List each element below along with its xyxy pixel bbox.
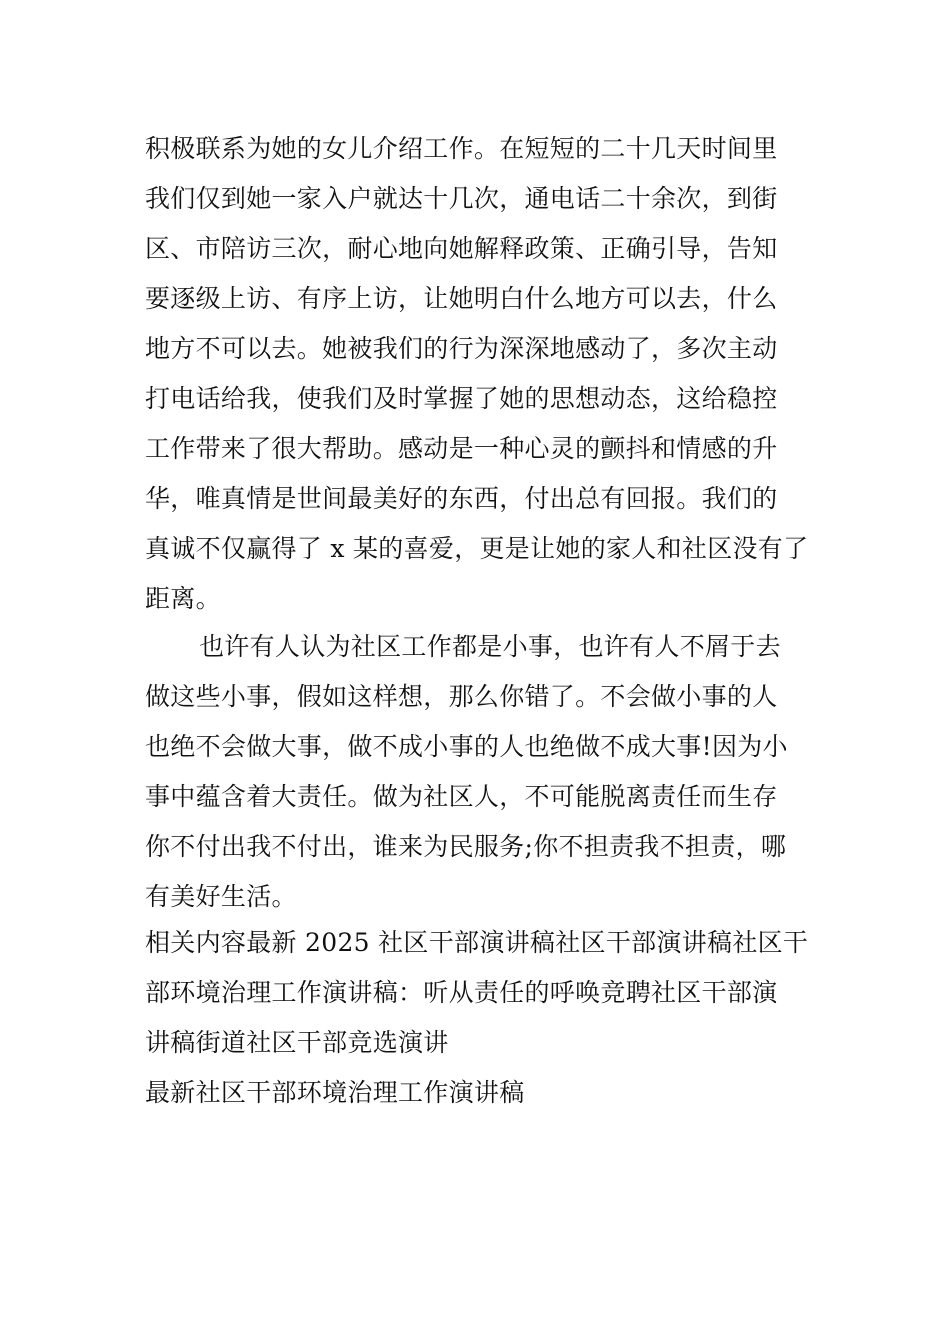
paragraph-line: 要逐级上访、有序上访，让她明白什么地方可以去，什么 (145, 284, 778, 313)
paragraph-line: 你不付出我不付出，谁来为民服务;你不担责我不担责，哪 (145, 832, 787, 861)
paragraph-line: 积极联系为她的女儿介绍工作。在短短的二十几天时间里 (145, 134, 778, 163)
paragraph-line: 工作带来了很大帮助。感动是一种心灵的颤抖和情感的升 (145, 434, 778, 463)
paragraph-line: 也绝不会做大事，做不成小事的人也绝做不成大事!因为小 (145, 732, 788, 761)
paragraph-line: 地方不可以去。她被我们的行为深深地感动了，多次主动 (145, 334, 778, 363)
paragraph-line: 有美好生活。 (145, 882, 297, 911)
paragraph-line: 事中蕴含着大责任。做为社区人，不可能脱离责任而生存 (145, 782, 778, 811)
body-paragraph-2 (145, 622, 810, 922)
footer-title-text: 最新社区干部环境治理工作演讲稿 (145, 1078, 525, 1107)
paragraph-line: 也许有人认为社区工作都是小事，也许有人不屑于去 (199, 632, 781, 661)
related-line: 讲稿街道社区干部竞选演讲 (145, 1028, 449, 1057)
paragraph-line: 华，唯真情是世间最美好的东西，付出总有回报。我们的 (145, 484, 778, 513)
footer-title (145, 1068, 810, 1118)
paragraph-line: 打电话给我，使我们及时掌握了她的思想动态，这给稳控 (145, 384, 778, 413)
related-line: 部环境治理工作演讲稿：听从责任的呼唤竞聘社区干部演 (145, 978, 778, 1007)
paragraph-line: 区、市陪访三次，耐心地向她解释政策、正确引导，告知 (145, 234, 778, 263)
paragraph-line: 我们仅到她一家入户就达十几次，通电话二十余次，到街 (145, 184, 778, 213)
related-line: 相关内容最新 2025 社区干部演讲稿社区干部演讲稿社区干 (145, 928, 809, 957)
related-content (145, 918, 810, 1068)
paragraph-line: 真诚不仅赢得了 x 某的喜爱，更是让她的家人和社区没有了 (145, 534, 809, 563)
paragraph-line: 做这些小事，假如这样想，那么你错了。不会做小事的人 (145, 682, 778, 711)
body-paragraph-1 (145, 124, 810, 624)
paragraph-line: 距离。 (145, 584, 221, 613)
